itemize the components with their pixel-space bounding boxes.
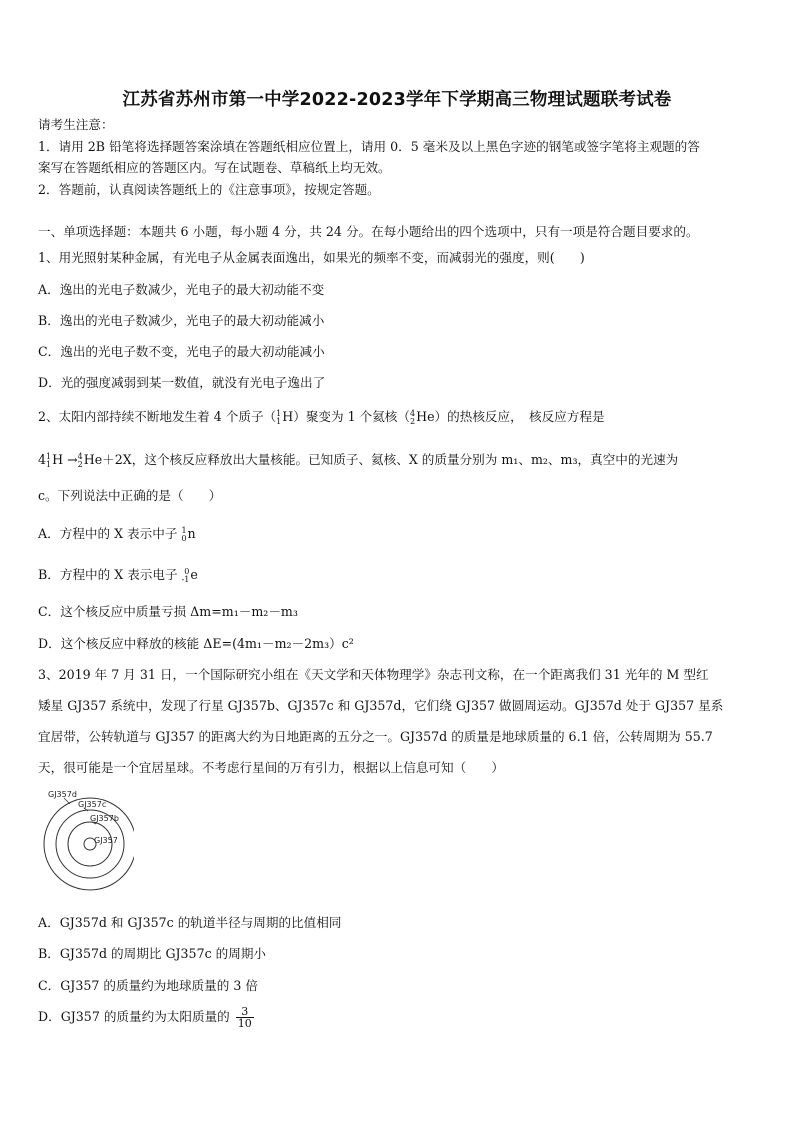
helium-nuclide: 4 2 He — [410, 408, 435, 426]
neutron-nuclide: 1 0 n — [181, 525, 196, 543]
q3-option-b: B．GJ357d 的周期比 GJ357c 的周期小 — [38, 946, 267, 961]
q1-option-b: B．逸出的光电子数减少，光电子的最大初动能减小 — [38, 313, 325, 328]
notice-item-2: 2．答题前，认真阅读答题纸上的《注意事项》，按规定答题。 — [38, 182, 380, 197]
proton-nuclide: 1 1 H — [276, 408, 294, 426]
q2-option-a: A．方程中的 X 表示中子 1 0 n — [38, 525, 196, 543]
q2-equation-tail: ，这个核反应释放出大量核能。已知质子、氦核、X 的质量分别为 m₁、m₂、m₃，真空中的光速为 — [131, 452, 679, 467]
notice-item-1a: 1．请用 2B 铅笔将选择题答案涂填在答题纸相应位置上，请用 0．5 毫米及以上黑色字迹的钢笔或签字笔将主观题的答 — [38, 139, 700, 154]
section-heading: 一、单项选择题：本题共 6 小题，每小题 4 分，共 24 分。在每小题给出的四个选项中，只有一项是符合题目要求的。 — [38, 224, 699, 239]
label-gj357: GJ357 — [94, 836, 118, 845]
q3-option-d: D．GJ357 的质量约为太阳质量的 $\frac{3}{10}$ — [38, 1005, 252, 1030]
electron-nuclide: 0 -1 e — [181, 566, 198, 584]
q3-stem-3: 宜居带，公转轨道与 GJ357 的距离大约为日地距离的五分之一。GJ357d 的质量是地球质量的 6.1 倍，公转周期为 55.7 — [38, 729, 713, 744]
q1-option-d: D．光的强度减弱到某一数值，就没有光电子逸出了 — [38, 375, 326, 390]
notice-heading: 请考生注意： — [38, 117, 114, 132]
q3-stem-1: 3、2019 年 7 月 31 日，一个国际研究小组在《天文学和天体物理学》杂志刊文称，在一个距离我们 31 光年的 M 型红 — [38, 667, 709, 682]
label-gj357b: GJ357b — [90, 814, 119, 823]
q2-stem — [38, 409, 758, 426]
q1-option-c: C．逸出的光电子数不变，光电子的最大初动能减小 — [38, 344, 325, 359]
q3-stem-2: 矮星 GJ357 系统中，发现了行星 GJ357b、GJ357c 和 GJ357d，它们绕 GJ357 做圆周运动。GJ357d 处于 GJ357 星系 — [38, 698, 724, 713]
notice-item-1b: 案写在答题纸相应的答题区内。写在试题卷、草稿纸上均无效。 — [38, 160, 391, 175]
q3-option-c: C．GJ357 的质量约为地球质量的 3 倍 — [38, 978, 258, 993]
q2-option-b: B．方程中的 X 表示电子 0 -1 e — [38, 566, 198, 584]
q2-option-c: C．这个核反应中质量亏损 Δm=m₁－m₂－m₃ — [38, 604, 298, 619]
orbit-gj357d — [44, 798, 134, 890]
orbit-diagram — [34, 786, 134, 894]
q2-stem-a: 2、太阳内部持续不断地发生着 4 个质子（ — [38, 409, 277, 424]
q1-option-a: A．逸出的光电子数减少，光电子的最大初动能不变 — [38, 282, 325, 297]
label-gj357d: GJ357d — [48, 790, 77, 799]
q3-option-a: A．GJ357d 和 GJ357c 的轨道半径与周期的比值相同 — [38, 915, 342, 930]
q2-stem-b: ）聚变为 1 个氦核（ — [293, 409, 410, 424]
q2-stem-2: c。下列说法中正确的是（ ） — [38, 488, 222, 503]
q2-stem-c: ）的热核反应， 核反应方程是 — [434, 409, 605, 424]
q2-equation-line — [38, 452, 758, 469]
fraction-three-tenths: $\frac{3}{10}$ — [237, 1005, 252, 1030]
reaction-equation: 4 1 1 H → 4 2 He＋2X — [38, 451, 132, 469]
q3-stem-4: 天，很可能是一个宜居星球。不考虑行星间的万有引力，根据以上信息可知（ ） — [38, 760, 504, 775]
q2-option-d: D．这个核反应中释放的核能 ΔE=(4m₁－m₂－2m₃）c² — [38, 636, 354, 651]
label-gj357c: GJ357c — [78, 800, 107, 809]
q1-stem: 1、用光照射某种金属，有光电子从金属表面逸出，如果光的频率不变，而减弱光的强度，则( ) — [38, 250, 585, 265]
page-title: 江苏省苏州市第一中学2022-2023学年下学期高三物理试题联考试卷 — [122, 90, 672, 110]
